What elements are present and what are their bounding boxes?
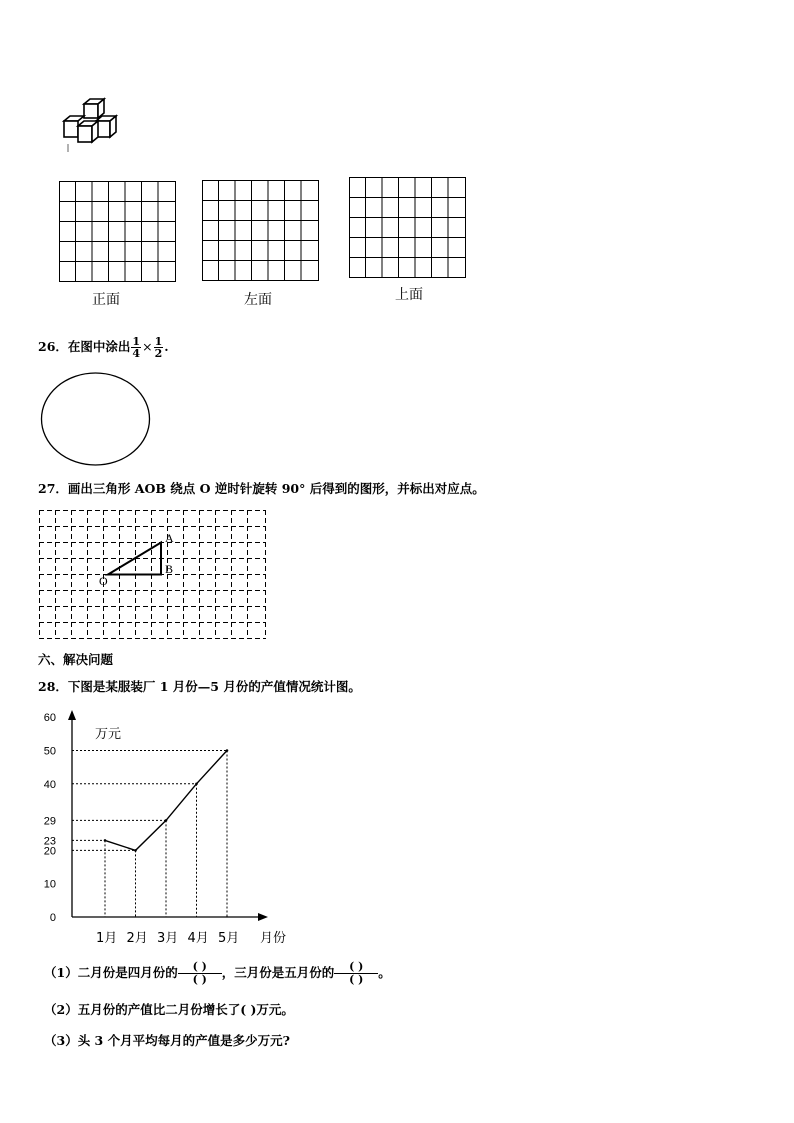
y-tick-label: 60 <box>43 712 56 724</box>
section-heading: 六、解决问题 <box>38 652 114 667</box>
x-tick-label: 5月 <box>218 931 240 946</box>
y-tick-label: 29 <box>43 815 56 828</box>
left-view-grid[interactable] <box>202 180 320 282</box>
cube-figure <box>56 96 126 160</box>
q27-text: 27．画出三角形 AOB 绕点 O 逆时针旋转 90° 后得到的图形，并标出对应点。 <box>38 481 485 496</box>
line-chart <box>0 700 320 956</box>
x-axis-arrow <box>258 913 268 921</box>
top-view-label: 上面 <box>395 287 423 303</box>
y-tick-label: 50 <box>43 745 56 758</box>
y-tick-label: 23 <box>43 835 56 848</box>
y-axis-label: 万元 <box>95 727 122 742</box>
point-b-label: B <box>165 562 174 576</box>
blank-fraction-2[interactable]: ( ) ( ) <box>334 961 378 986</box>
front-view-grid[interactable] <box>59 181 177 283</box>
y-tick-label: 0 <box>49 912 56 924</box>
y-tick-label: 20 <box>43 845 56 858</box>
series-line <box>105 751 227 851</box>
fraction-one-quarter: $\frac{1}{4}$ <box>132 335 141 360</box>
q28-sub3: （3）头 3 个月平均每月的产值是多少万元? <box>44 1033 290 1048</box>
q28-text: 28．下图是某服装厂 1 月份—5 月份的产值情况统计图。 <box>38 679 361 694</box>
point-a-label: A <box>165 531 174 545</box>
data-point <box>104 839 107 842</box>
data-point <box>165 819 168 822</box>
left-view-label: 左面 <box>244 292 272 308</box>
blank-fraction-1[interactable]: ( ) ( ) <box>178 961 222 986</box>
y-tick-label: 10 <box>43 878 56 891</box>
x-axis-label: 月份 <box>260 931 287 946</box>
q28-sub2: （2）五月份的产值比二月份增长了( )万元。 <box>44 1002 294 1017</box>
y-tick-label: 40 <box>43 778 56 791</box>
fraction-one-half: $\frac{1}{2}$ <box>154 335 163 360</box>
front-view-label: 正面 <box>92 292 120 308</box>
data-point <box>226 749 229 752</box>
data-point <box>134 849 137 852</box>
q28-sub1: （1）二月份是四月份的 ( ) ( ) ，三月份是五月份的 ( ) ( ) 。 <box>44 960 391 986</box>
top-view-grid[interactable] <box>349 177 467 279</box>
point-o-label: O <box>99 574 108 588</box>
x-tick-label: 1月 <box>96 931 118 946</box>
q26-text: 26．在图中涂出 $\frac{1}{4}$ × $\frac{1}{2}$ . <box>38 335 169 360</box>
x-tick-label: 2月 <box>126 931 148 946</box>
x-tick-label: 4月 <box>187 931 209 946</box>
shading-ellipse[interactable] <box>40 372 152 472</box>
y-axis-arrow <box>68 710 76 720</box>
data-point <box>195 783 198 786</box>
x-tick-label: 3月 <box>157 931 179 946</box>
rotation-grid[interactable] <box>37 509 269 645</box>
